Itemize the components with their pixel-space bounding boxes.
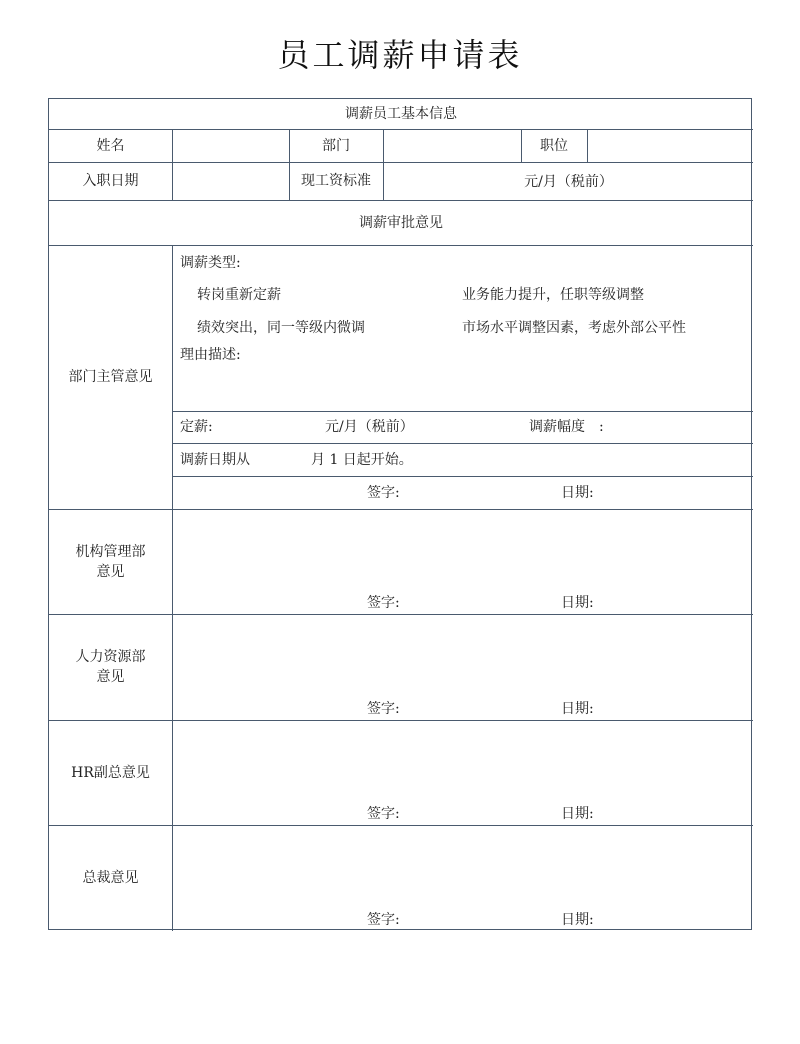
sign-label: 签字: bbox=[367, 701, 400, 717]
salary-range-label: 调薪幅度 : bbox=[529, 419, 604, 435]
opinion-field[interactable] bbox=[173, 721, 753, 801]
form-title: 员工调薪申请表 bbox=[277, 36, 523, 74]
section-label-org-mgmt bbox=[49, 509, 172, 614]
position-label: 职位 bbox=[540, 137, 568, 154]
sign-label: 签字: bbox=[367, 912, 400, 928]
effective-date-suffix: 月 1 日起开始。 bbox=[311, 452, 413, 468]
date-label: 日期: bbox=[561, 485, 594, 501]
section-label-line1: HR副总意见 bbox=[71, 764, 150, 781]
sign-label: 签字: bbox=[367, 595, 400, 611]
reason-label: 理由描述: bbox=[180, 347, 241, 363]
section-label-president bbox=[49, 825, 172, 931]
dept-manager-label: 部门主管意见 bbox=[68, 369, 153, 385]
dept-field[interactable] bbox=[384, 130, 521, 162]
current-salary-field[interactable]: 元/月（税前） bbox=[524, 173, 613, 190]
section-label-hr-dept bbox=[49, 614, 172, 720]
set-salary-label: 定薪: bbox=[180, 419, 213, 435]
current-salary-label: 现工资标准 bbox=[301, 173, 371, 189]
section-label-line1: 人力资源部 bbox=[75, 649, 146, 665]
effective-date-prefix: 调薪日期从 bbox=[180, 452, 250, 468]
name-label: 姓名 bbox=[96, 137, 125, 154]
sign-label: 签字: bbox=[367, 806, 400, 822]
option-performance[interactable]: 绩效突出，同一等级内微调 bbox=[197, 320, 365, 336]
section-label-line2: 意见 bbox=[96, 563, 125, 580]
section-label-line2: 意见 bbox=[96, 669, 125, 685]
option-transfer[interactable]: 转岗重新定薪 bbox=[197, 287, 281, 303]
name-field[interactable] bbox=[173, 130, 289, 162]
opinion-field[interactable] bbox=[173, 510, 753, 590]
salary-type-label: 调薪类型: bbox=[180, 255, 241, 271]
hire-date-label: 入职日期 bbox=[82, 173, 139, 189]
sign-label: 签字: bbox=[367, 485, 400, 501]
row-divider bbox=[172, 443, 753, 444]
salary-adjustment-form bbox=[48, 98, 752, 930]
section-label-hr-vp bbox=[49, 720, 172, 825]
position-field[interactable] bbox=[588, 130, 753, 162]
option-market[interactable]: 市场水平调整因素，考虑外部公平性 bbox=[462, 320, 686, 336]
row-divider bbox=[172, 411, 753, 412]
reason-field[interactable] bbox=[259, 345, 739, 405]
date-label: 日期: bbox=[561, 806, 594, 822]
section-label-line1: 机构管理部 bbox=[75, 543, 146, 560]
date-label: 日期: bbox=[561, 912, 594, 928]
set-salary-unit: 元/月（税前） bbox=[325, 419, 414, 435]
dept-label: 部门 bbox=[322, 137, 350, 154]
basic-info-header: 调薪员工基本信息 bbox=[345, 106, 457, 122]
date-label: 日期: bbox=[561, 595, 594, 611]
hire-date-field[interactable] bbox=[173, 163, 289, 200]
opinion-field[interactable] bbox=[173, 826, 753, 906]
option-promotion[interactable]: 业务能力提升，任职等级调整 bbox=[462, 287, 644, 303]
opinion-field[interactable] bbox=[173, 615, 753, 695]
section-label-line1: 总裁意见 bbox=[82, 870, 139, 886]
date-label: 日期: bbox=[561, 701, 594, 717]
approval-header: 调薪审批意见 bbox=[359, 214, 443, 231]
row-divider bbox=[172, 476, 753, 477]
